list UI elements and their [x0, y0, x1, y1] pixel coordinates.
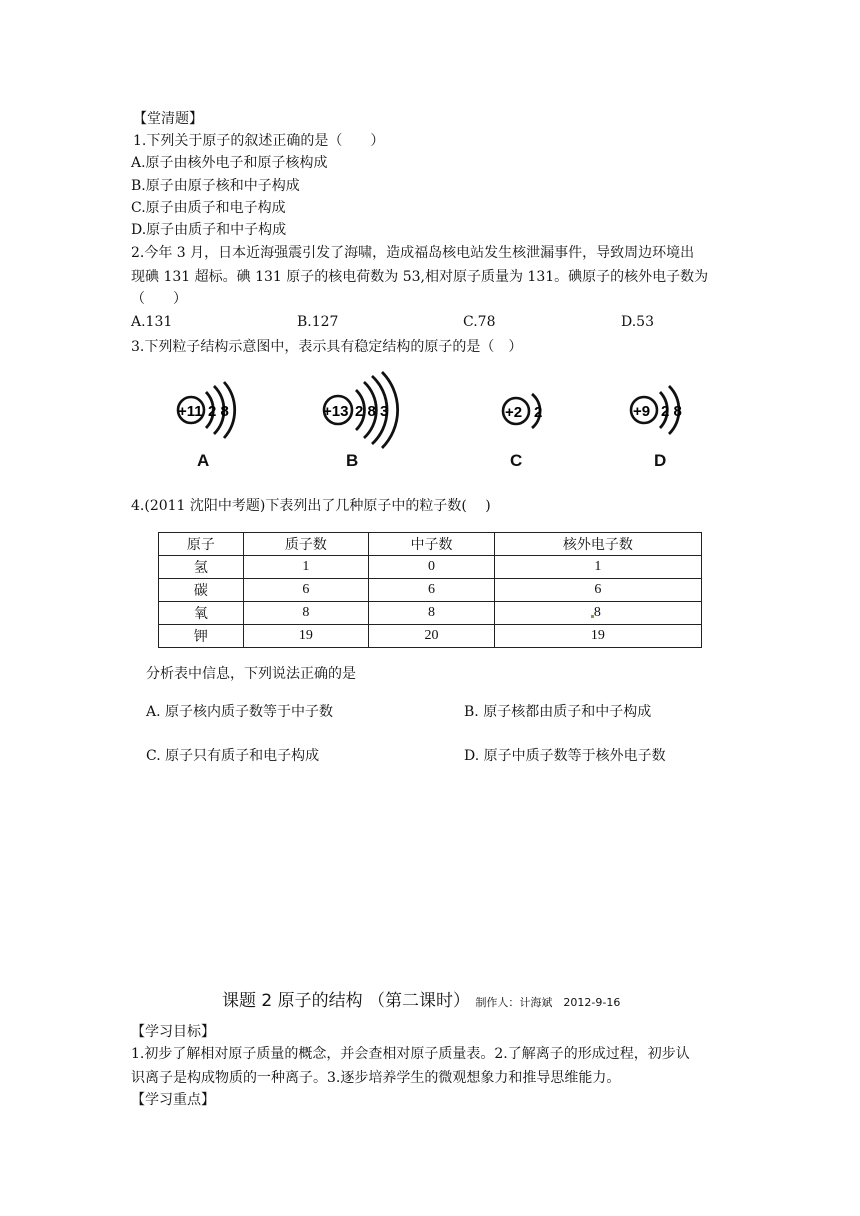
table-cell: 钾	[159, 625, 244, 648]
table-row	[159, 602, 702, 625]
question-1-option-c: C.原子由质子和电子构成	[131, 200, 286, 216]
table-header-row	[159, 533, 702, 556]
diagram-label-d: D	[654, 451, 667, 470]
question-4-stem: 4.(2011 沈阳中考题)下表列出了几种原子中的粒子数( )	[131, 498, 491, 514]
table-cell: 6	[369, 579, 495, 602]
diagram-label-c: C	[510, 451, 523, 470]
table-cell: 碳	[159, 579, 244, 602]
table-cell: 20	[369, 625, 495, 648]
atom-diagram-c	[496, 386, 556, 436]
table-cell: 8	[243, 602, 369, 625]
question-1-option-d: D.原子由质子和中子构成	[131, 222, 287, 238]
nucleus-charge: +13	[323, 403, 349, 420]
question-4-option-a: A. 原子核内质子数等于中子数	[146, 704, 334, 720]
table-header: 核外电子数	[494, 533, 701, 556]
goal-heading: 【学习目标】	[131, 1024, 215, 1040]
focus-heading: 【学习重点】	[131, 1092, 215, 1108]
question-4-option-b: B. 原子核都由质子和中子构成	[464, 704, 652, 720]
question-1-option-b: B.原子由原子核和中子构成	[131, 178, 300, 194]
question-1-stem: 1.下列关于原子的叙述正确的是（ ）	[133, 133, 385, 149]
question-4-option-c: C. 原子只有质子和电子构成	[146, 748, 320, 764]
shell-electrons: 2 8 3	[355, 403, 389, 420]
particle-table	[158, 532, 702, 648]
table-row	[159, 625, 702, 648]
table-cell: 6	[494, 579, 701, 602]
table-cell: 1	[243, 556, 369, 579]
table-row	[159, 579, 702, 602]
question-1-option-a: A.原子由核外电子和原子核构成	[131, 155, 328, 171]
goal-line-2: 识离子是构成物质的一种离子。3.逐步培养学生的微观想象力和推导思维能力。	[131, 1070, 621, 1086]
goal-line-1: 1.初步了解相对原子质量的概念，并会查相对原子质量表。2.了解离子的形成过程，初步认	[131, 1046, 690, 1062]
question-3-stem: 3.下列粒子结构示意图中，表示具有稳定结构的原子的是（ ）	[131, 339, 523, 355]
lesson-title	[222, 986, 620, 1011]
table-row	[159, 556, 702, 579]
lesson-title-text: 课题 2 原子的结构 （第二课时）	[222, 991, 471, 1011]
nucleus-charge: +2	[505, 404, 523, 421]
question-2-option-d: D.53	[621, 314, 654, 330]
cell-value: 8	[593, 605, 601, 620]
nucleus-charge: +11	[178, 403, 203, 420]
table-cell	[494, 602, 701, 625]
table-header: 原子	[159, 533, 244, 556]
table-header: 质子数	[243, 533, 369, 556]
question-4-option-d: D. 原子中质子数等于核外电子数	[464, 748, 666, 764]
question-4-prompt: 分析表中信息，下列说法正确的是	[146, 666, 356, 682]
question-2-option-c: C.78	[463, 314, 496, 330]
atom-diagram-b	[314, 370, 414, 450]
diagram-label-b: B	[346, 451, 359, 470]
table-cell: 8	[369, 602, 495, 625]
atom-diagram-a	[170, 378, 250, 442]
question-2-stem-line-1: 2.今年 3 月，日本近海强震引发了海啸，造成福岛核电站发生核泄漏事件，导致周边环境出	[131, 245, 695, 261]
table-cell: 19	[494, 625, 701, 648]
section-heading: 【堂清题】	[133, 111, 203, 127]
maker-info: 制作人：计海斌 2012-9-16	[475, 996, 621, 1009]
nucleus-charge: +9	[633, 403, 651, 420]
table-header: 中子数	[369, 533, 495, 556]
question-2-option-a: A.131	[131, 314, 173, 330]
question-2-stem-line-3: （ ）	[131, 291, 187, 307]
table-cell: 6	[243, 579, 369, 602]
diagram-label-a: A	[197, 451, 210, 470]
question-2-option-b: B.127	[297, 314, 339, 330]
table-cell: 氢	[159, 556, 244, 579]
table-cell: 氧	[159, 602, 244, 625]
shell-electrons: 2	[534, 404, 543, 421]
table-cell: 0	[369, 556, 495, 579]
table-cell: 1	[494, 556, 701, 579]
table-cell: 19	[243, 625, 369, 648]
shell-electrons: 2 8	[208, 403, 229, 420]
shell-electrons: 2 8	[661, 403, 682, 420]
question-2-stem-line-2: 现碘 131 超标。碘 131 原子的核电荷数为 53,相对原子质量为 131。碘原子的核外电子数为	[131, 269, 709, 285]
atom-diagram-d	[624, 378, 704, 442]
